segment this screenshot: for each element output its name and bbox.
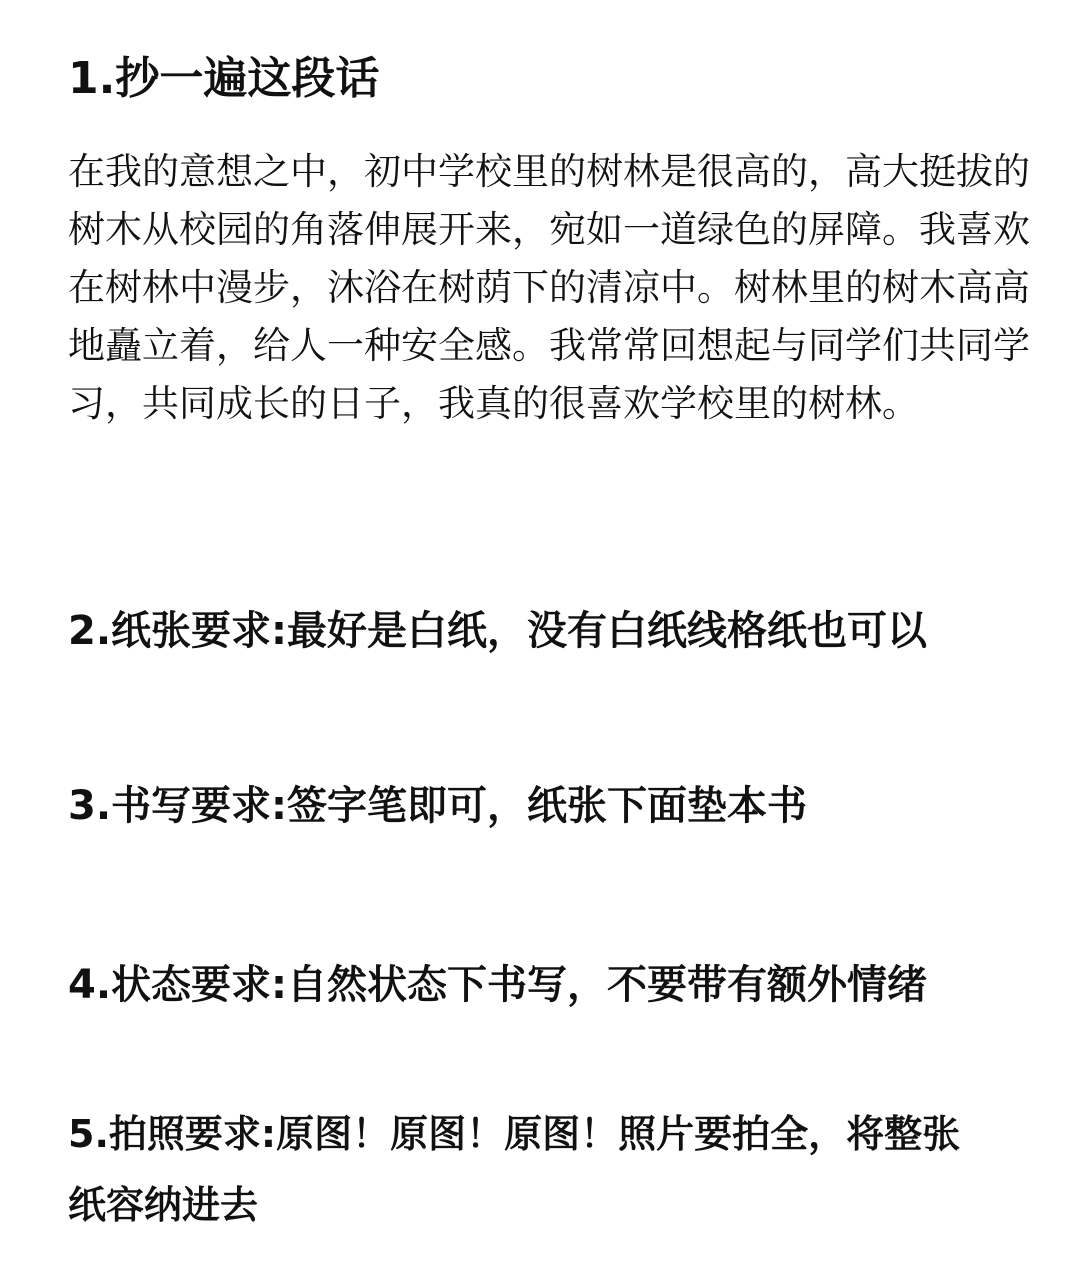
paragraph-line: 地矗立着，给人一种安全感。我常常回想起与同学们共同学 bbox=[68, 324, 1030, 367]
paragraph-line: 在树林中漫步，沐浴在树荫下的清凉中。树林里的树木高高 bbox=[68, 266, 1030, 309]
section-2-paper-requirement: 2.纸张要求:最好是白纸，没有白纸线格纸也可以 bbox=[68, 608, 928, 654]
paragraph-line: 习，共同成长的日子，我真的很喜欢学校里的树林。 bbox=[68, 382, 919, 425]
paragraph-line: 树木从校园的角落伸展开来，宛如一道绿色的屏障。我喜欢 bbox=[68, 208, 1030, 251]
section-3-writing-requirement: 3.书写要求:签字笔即可，纸张下面垫本书 bbox=[68, 783, 808, 829]
photo-requirement-line: 纸容纳进去 bbox=[68, 1183, 259, 1227]
section-5-photo-requirement bbox=[68, 1102, 1018, 1234]
section-4-state-requirement: 4.状态要求:自然状态下书写，不要带有额外情绪 bbox=[68, 962, 928, 1008]
section-1-title: 1.抄一遍这段话 bbox=[68, 53, 380, 104]
photo-requirement-line: 5.拍照要求:原图！原图！原图！照片要拍全，将整张 bbox=[68, 1112, 961, 1156]
paragraph-line: 在我的意想之中，初中学校里的树林是很高的，高大挺拔的 bbox=[68, 150, 1030, 193]
section-1-paragraph bbox=[68, 143, 1030, 433]
